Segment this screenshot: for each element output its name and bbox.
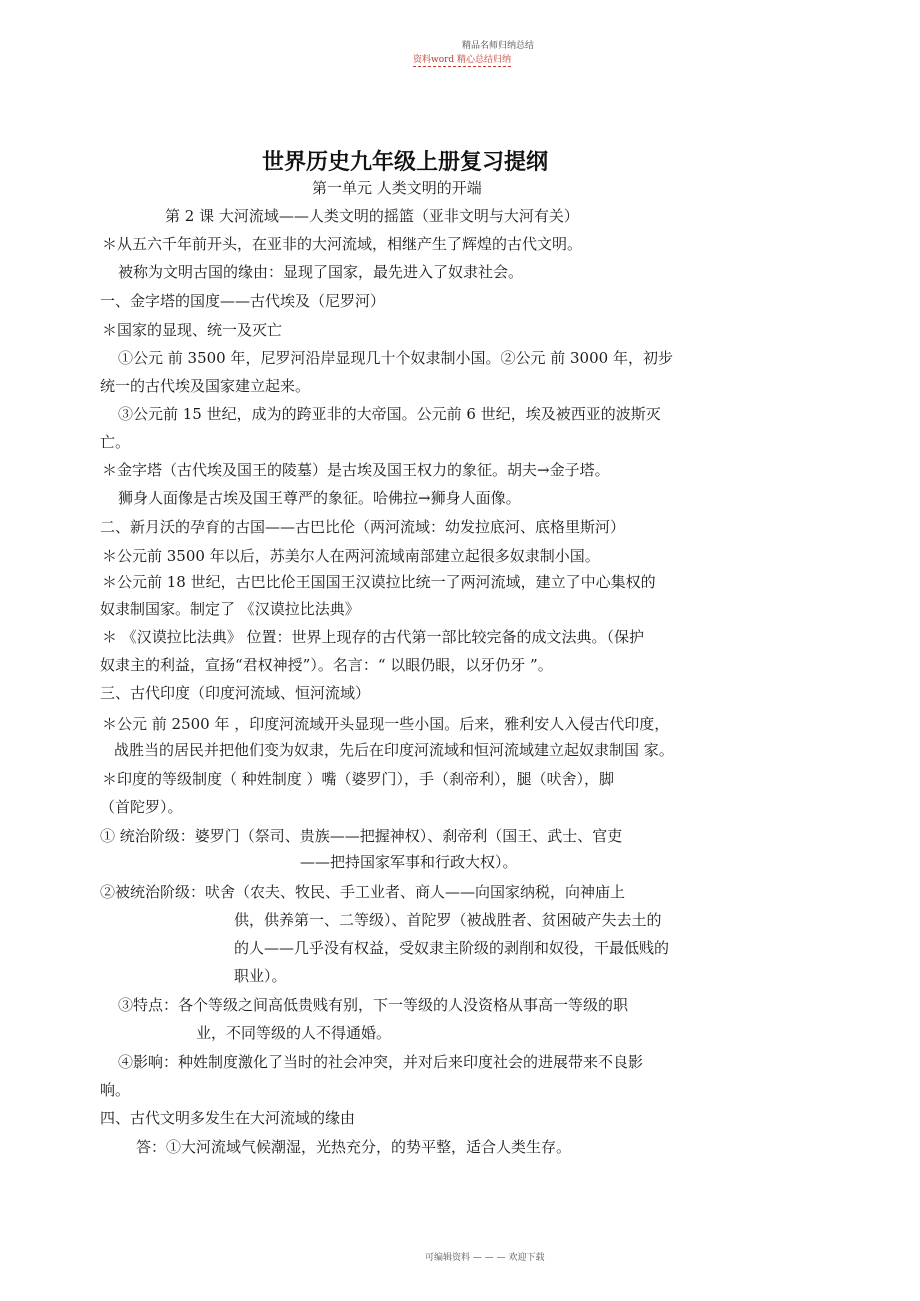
section-heading: 四、古代文明多发生在大河流域的缘由 — [100, 1109, 356, 1127]
page-footer: 可编辑资料 — — — 欢迎下载 — [425, 1253, 545, 1263]
text-line: ——把持国家军事和行政大权）。 — [300, 853, 518, 871]
text-line: ＊公元前 3500 年以后，苏美尔人在两河流域南部建立起很多奴隶制小国。 — [102, 547, 600, 565]
text-line: ②被统治阶级：吠舍（农夫、牧民、手工业者、商人——向国家纳税，向神庙上 — [100, 883, 626, 901]
lesson-heading: 第 2 课 大河流域——人类文明的摇篮（亚非文明与大河有关） — [165, 207, 579, 225]
header-line-2: 资料word 精心总结归纳 — [413, 55, 512, 65]
text-line: 答：①大河流域气候潮湿，光热充分，的势平整，适合人类生存。 — [136, 1138, 572, 1156]
text-line: 奴隶制国家。制定了 《汉谟拉比法典》 — [100, 600, 360, 618]
text-line: 战胜当的居民并把他们变为奴隶，先后在印度河流域和恒河流域建立起奴隶制国 家。 — [114, 741, 674, 759]
text-line: ①公元 前 3500 年，尼罗河沿岸显现几十个奴隶制小国。②公元 前 3000 年，初步 — [118, 349, 673, 367]
text-line: ＊金字塔（古代埃及国王的陵墓）是古埃及国王权力的象征。胡夫→金子塔。 — [102, 461, 610, 479]
text-line: 的人——几乎没有权益，受奴隶主阶级的剥削和奴役，干最低贱的 — [234, 939, 670, 957]
text-line: ④影响：种姓制度激化了当时的社会冲突，并对后来印度社会的进展带来不良影 — [118, 1053, 644, 1071]
text-line: ＊印度的等级制度（ 种姓制度 ）嘴（婆罗门），手（刹帝利），腿（吠舍），脚 — [102, 770, 615, 788]
page-title: 世界历史九年级上册复习提纲 — [262, 149, 549, 175]
text-line: （首陀罗）。 — [100, 798, 183, 816]
header-divider — [413, 66, 511, 67]
section-heading: 二、新月沃的孕育的古国——古巴比伦（两河流域：幼发拉底河、底格里斯河） — [100, 518, 626, 536]
text-line: 响。 — [100, 1081, 131, 1099]
text-line: 亡。 — [100, 433, 131, 451]
text-line: 供，供养第一、二等级）、首陀罗（被战胜者、贫困破产失去土的 — [234, 911, 662, 929]
text-line: ＊ 《汉谟拉比法典》 位置：世界上现存的古代第一部比较完备的成文法典。（保护 — [102, 628, 645, 646]
text-line: 业，不同等级的人不得通婚。 — [196, 1024, 392, 1042]
text-line: ③公元前 15 世纪，成为的跨亚非的大帝国。公元前 6 世纪，埃及被西亚的波斯灭 — [118, 405, 661, 423]
section-heading: 三、古代印度（印度河流域、恒河流域） — [100, 684, 371, 702]
unit-heading: 第一单元 人类文明的开端 — [312, 179, 482, 197]
text-line: 统一的古代埃及国家建立起来。 — [100, 377, 311, 395]
text-line: ＊国家的显现、统一及灭亡 — [102, 321, 283, 339]
section-heading: 一、金字塔的国度——古代埃及（尼罗河） — [100, 292, 386, 310]
header-line-1: 精品名师归纳总结 — [462, 41, 535, 51]
text-line: 狮身人面像是古埃及国王尊严的象征。哈佛拉→狮身人面像。 — [118, 489, 521, 507]
text-line: ＊公元 前 2500 年 ，印度河流域开头显现一些小国。后来，雅利安人入侵古代印度， — [102, 715, 670, 733]
text-line: 奴隶主的利益，宣扬“君权神授”）。名言：“ 以眼仍眼，以牙仍牙 ”。 — [100, 656, 553, 674]
text-line: 被称为文明古国的缘由：显现了国家，最先进入了奴隶社会。 — [118, 263, 524, 281]
text-line: ＊从五六千年前开头，在亚非的大河流域，相继产生了辉煌的古代文明。 — [102, 235, 583, 253]
text-line: ① 统治阶级：婆罗门（祭司、贵族——把握神权）、刹帝利（国王、武士、官吏 — [100, 827, 623, 845]
text-line: 职业）。 — [234, 967, 287, 985]
text-line: ＊公元前 18 世纪，古巴比伦王国国王汉谟拉比统一了两河流域，建立了中心集权的 — [102, 573, 656, 591]
text-line: ③特点：各个等级之间高低贵贱有别，下一等级的人没资格从事高一等级的职 — [118, 996, 629, 1014]
